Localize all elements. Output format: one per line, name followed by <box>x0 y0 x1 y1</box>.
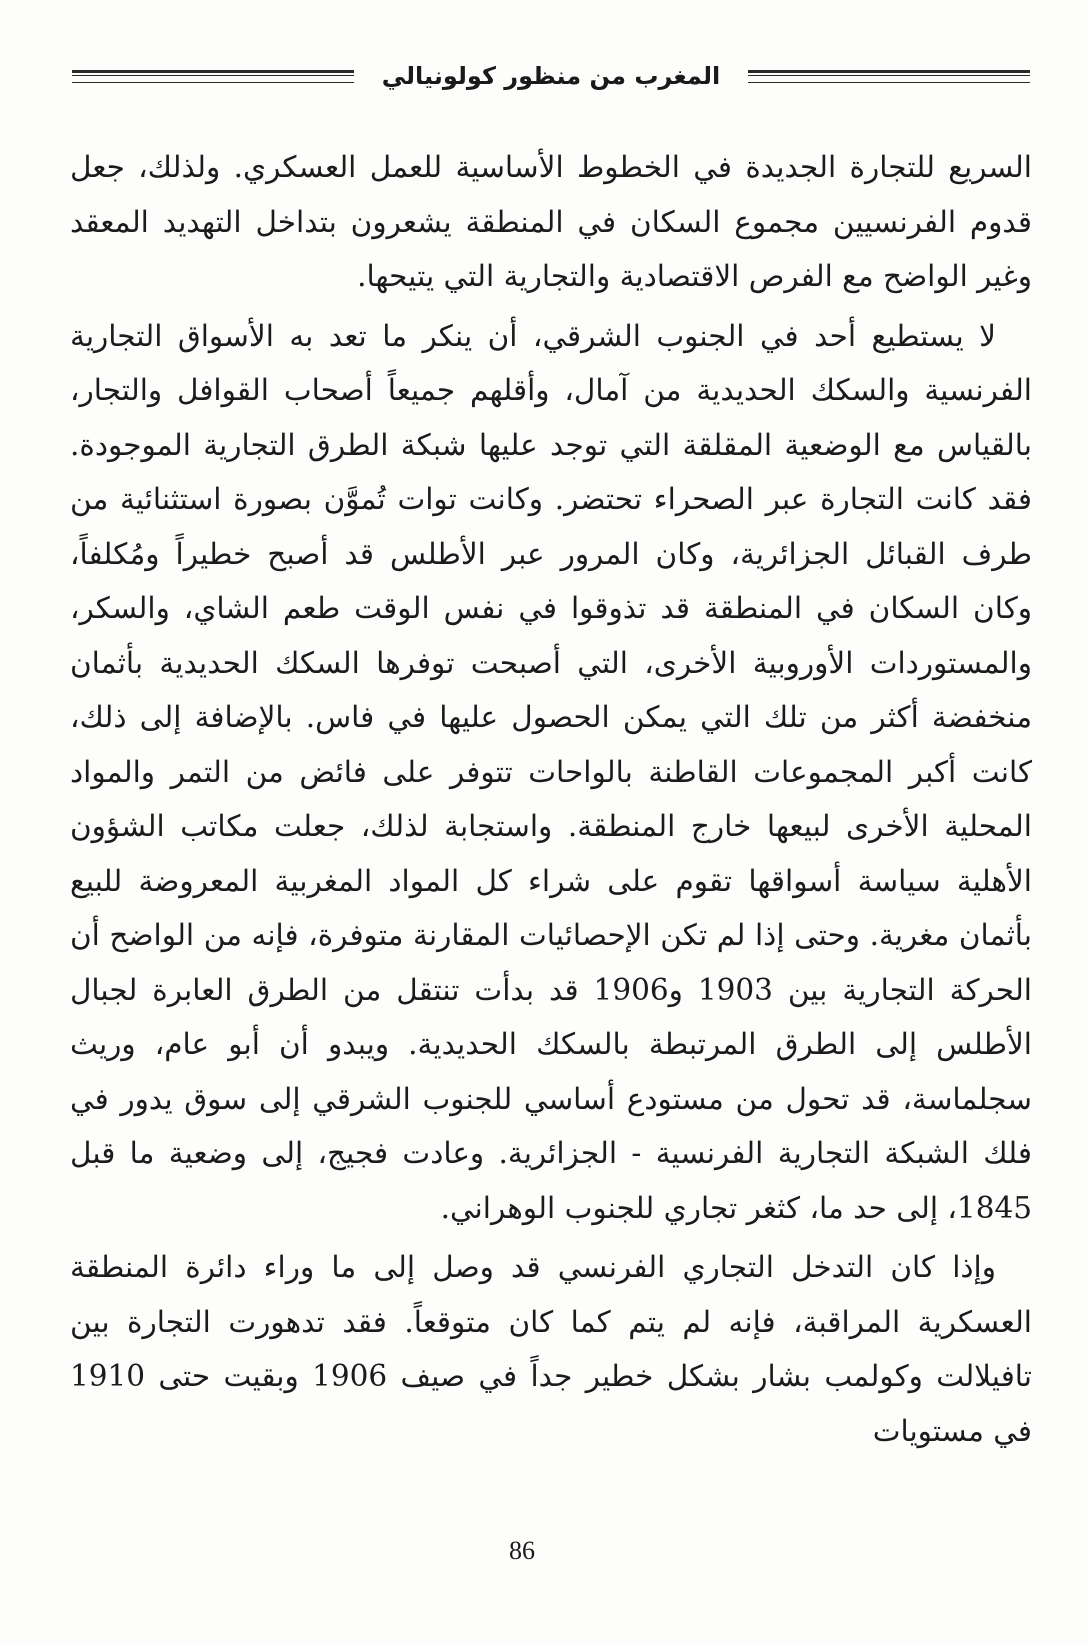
header-title: المغرب من منظور كولونيالي <box>381 62 721 90</box>
paragraph: لا يستطيع أحد في الجنوب الشرقي، أن ينكر ما تعد به الأسواق التجارية الفرنسية والسكك الحديدية من آمال، وأقلهم جميعاً أصحاب القوافل والتجار، بالقياس مع الوضعية المقلقة التي توجد عليها شبكة الطرق التجارية الموجودة. فقد كانت التجارة عبر الصحراء تحتضر. وكانت توات تُموَّن بصورة استثنائية من طرف القبائل الجزائرية، وكان المرور عبر الأطلس قد أصبح خطيراً ومُكلفاً، وكان السكان في المنطقة قد تذوقوا في نفس الوقت طعم الشاي، والسكر، والمستوردات الأوروبية الأخرى، التي أصبحت توفرها السكك الحديدية بأثمان منخفضة أكثر من تلك التي يمكن الحصول عليها في فاس. بالإضافة إلى ذلك، كانت أكبر المجموعات القاطنة بالواحات تتوفر على فائض من التمر والمواد المحلية الأخرى لبيعها خارج المنطقة. واستجابة لذلك، جعلت مكاتب الشؤون الأهلية سياسة أسواقها تقوم على شراء كل المواد المغربية المعروضة للبيع بأثمان مغرية. وحتى إذا لم تكن الإحصائيات المقارنة متوفرة، فإنه من الواضح أن الحركة التجارية بين 1903 و1906 قد بدأت تنتقل من الطرق العابرة لجبال الأطلس إلى الطرق المرتبطة بالسكك الحديدية. ويبدو أن أبو عام، وريث سجلماسة، قد تحول من مستودع أساسي للجنوب الشرقي إلى سوق يدور في فلك الشبكة التجارية الفرنسية - الجزائرية. وعادت فجيج، إلى وضعية ما قبل 1845، إلى حد ما، كثغر تجاري للجنوب الوهراني. <box>70 318 1033 1225</box>
body-text <box>70 140 1032 1458</box>
running-header <box>72 56 1030 96</box>
paragraph: وإذا كان التدخل التجاري الفرنسي قد وصل إلى ما وراء دائرة المنطقة العسكرية المراقبة، فإنه لم يتم كما كان متوقعاً. فقد تدهورت التجارة بين تافيلالت وكولمب بشار بشكل خطير جداً في صيف 1906 وبقيت حتى 1910 في مستويات <box>70 1250 1032 1448</box>
page-number: 86 <box>509 1536 535 1565</box>
header-rule-left <box>72 70 354 83</box>
header-rule-right <box>748 70 1030 83</box>
paragraph: السريع للتجارة الجديدة في الخطوط الأساسية للعمل العسكري. ولذلك، جعل قدوم الفرنسيين مجموع السكان في المنطقة يشعرون بتداخل التهديد المعقد وغير الواضح مع الفرص الاقتصادية والتجارية التي يتيحها. <box>70 150 1032 293</box>
page-number-container <box>0 1536 1088 1566</box>
